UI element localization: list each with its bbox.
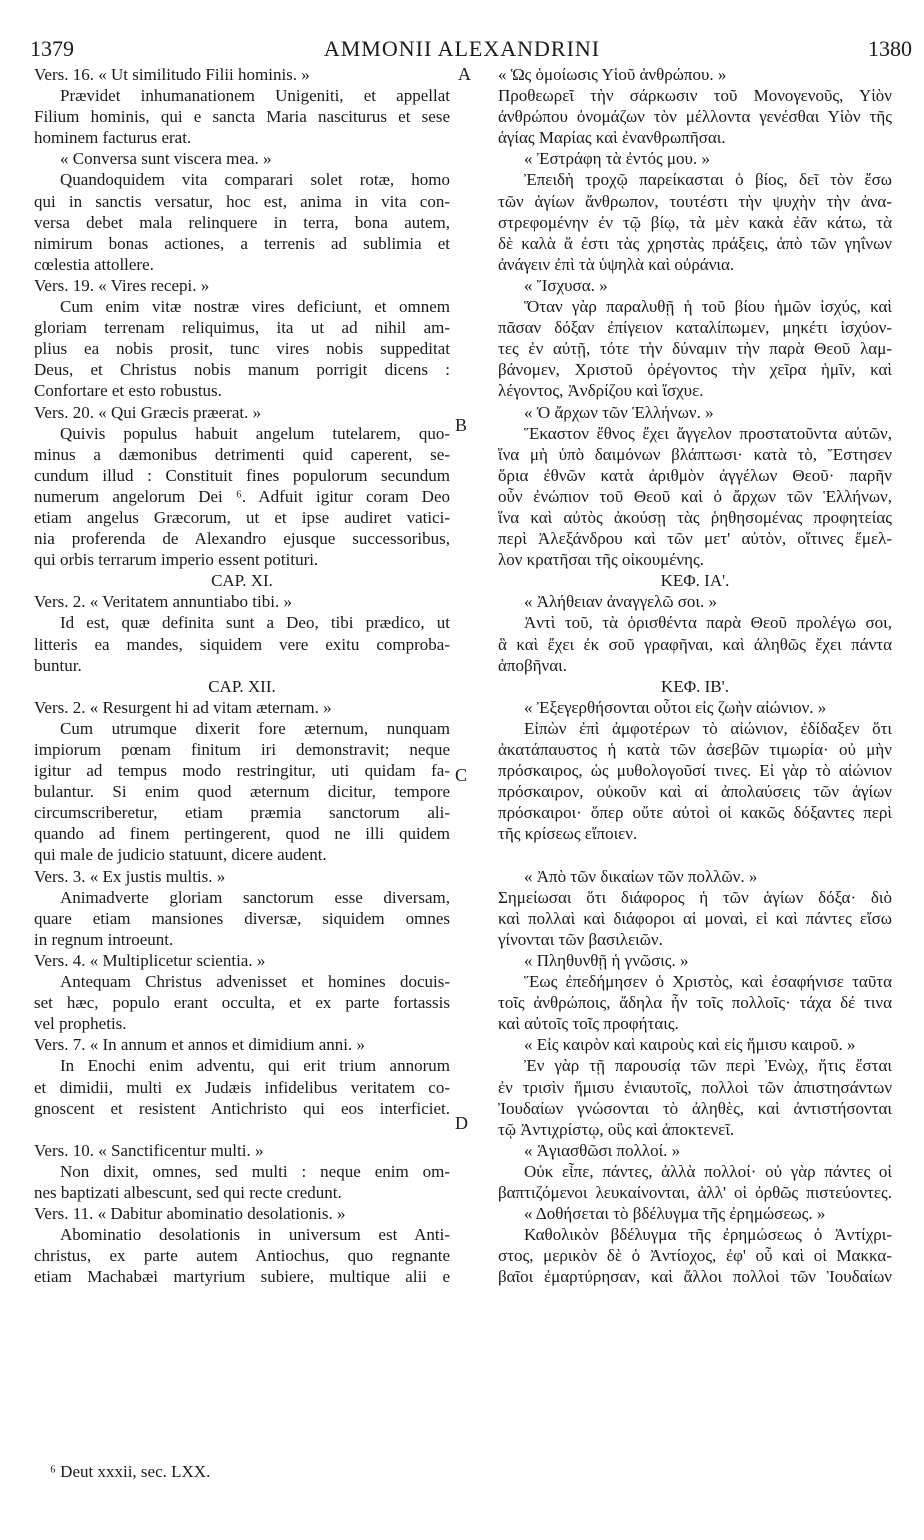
latin-text-line: « Conversa sunt viscera mea. » <box>60 149 272 169</box>
latin-column <box>34 64 450 1287</box>
greek-text-line: ἁγίας Μαρίας καὶ ἐνανθρωπῆσαι. <box>498 128 726 148</box>
latin-text-line: gnoscent et resistent Antichristo qui eos interficiet. <box>34 1098 450 1118</box>
latin-text-line: nimirum bonas actiones, a terrenis ad sublimia et <box>34 233 450 253</box>
latin-text-line: in regnum introeunt. <box>34 929 174 949</box>
greek-text-line: « Ὁ ἄρχων τῶν Ἑλλήνων. » <box>524 402 714 422</box>
greek-text-line: οὖν ἐνώπιον τοῦ Θεοῦ καὶ ὁ ἄρχων τῶν Ἑλλήνων, <box>498 486 892 506</box>
latin-text-line: cundum illud : Constituit fines populorum secundum <box>34 465 450 485</box>
latin-text-line: gloriam terrenam reliquimus, ita ut ad nihil am- <box>34 318 450 338</box>
margin-marker-d: D <box>455 1113 468 1133</box>
latin-text-line: Vers. 10. « Sanctificentur multi. » <box>34 1140 264 1160</box>
latin-text-line: Cum enim vitæ nostræ vires deficiunt, et omnem <box>60 297 450 317</box>
greek-text-line: πρόσκαιροι· ὅπερ οὔτε αὐτοὶ οἱ κακῶς δόξαντες περὶ <box>498 803 892 823</box>
greek-text-line: Καθολικὸν βδέλυγμα τῆς ἐρημώσεως ὁ Ἀντίχρι- <box>524 1225 892 1245</box>
greek-text-line: ΚΕΦ. ΙΒ'. <box>661 676 729 696</box>
latin-text-line: Id est, quæ definita sunt a Deo, tibi prædico, ut <box>60 613 450 633</box>
latin-text-line: Vers. 7. « In annum et annos et dimidium anni. » <box>34 1035 365 1055</box>
latin-text-line: Vers. 20. « Qui Græcis præerat. » <box>34 402 262 422</box>
greek-text-line: τοῖς ἀνθρώποις, ἄδηλα ἦν τοῖς πολλοῖς· τάχα δέ τινα <box>498 993 892 1013</box>
greek-text-line: τῆς κρίσεως εἴποιεν. <box>498 824 638 844</box>
greek-text-line: ΚΕΦ. ΙΑ'. <box>660 571 730 591</box>
greek-text-line: βαῖοι ἐμαρτύρησαν, καὶ ἄλλοι πολλοὶ τῶν Ἰουδαίων <box>498 1267 892 1287</box>
latin-text-line: Vers. 19. « Vires recepi. » <box>34 275 210 295</box>
page-number-right: 1380 <box>868 36 912 61</box>
greek-text-line: « Ἐξεγερθήσονται οὗτοι εἰς ζωὴν αἰώνιον. » <box>524 697 827 717</box>
latin-text-line: circumscriberetur, etiam præmia sanctorum ali- <box>34 803 450 823</box>
page-header <box>0 0 924 60</box>
greek-text-line: ἀποβῆναι. <box>498 655 567 675</box>
greek-text-line: γίνονται τῶν βασιλειῶν. <box>498 929 663 949</box>
page-number-left: 1379 <box>30 36 74 61</box>
greek-text-line: στος, μερικὸν δὲ ὁ Ἀντίοχος, ἐφ' οὗ καὶ οἱ Μακκα- <box>498 1246 892 1266</box>
latin-text-line: litteris ea mandes, siquidem vere exitu comproba- <box>34 634 450 654</box>
latin-text-line: quare etiam mansiones diversæ, siquidem omnes <box>34 908 450 928</box>
running-title: AMMONII ALEXANDRINI <box>323 36 601 61</box>
greek-text-line: τες ἐν αὐτῇ, τότε τὴν δύναμιν τὴν παρὰ Θεοῦ λαμ- <box>498 339 892 359</box>
latin-text-line: Vers. 3. « Ex justis multis. » <box>34 866 226 886</box>
latin-text-line: qui male de judicio statuunt, dicere audent. <box>34 845 327 865</box>
latin-text-line: Quivis populus habuit angelum tutelarem, quo- <box>60 423 450 443</box>
greek-text-line: ἐν τρισὶν ἥμισυ ἐνιαυτοῖς, πολλοὶ τῶν ἀπιστησάντων <box>498 1077 892 1097</box>
greek-text-line: Ὅταν γὰρ παραλυθῇ ἡ τοῦ βίου ἡμῶν ἰσχύς, καὶ <box>524 297 892 317</box>
latin-text-line: Vers. 16. « Ut similitudo Filii hominis. » <box>34 65 310 84</box>
latin-text-line: igitur ad tempus modo restringitur, uti quidam fa- <box>34 761 450 781</box>
margin-marker-b: B <box>455 415 468 435</box>
latin-text-line: Prævidet inhumanationem Unigeniti, et appellat <box>60 86 450 106</box>
greek-text-line: « Ἐστράφη τὰ ἐντός μου. » <box>524 149 710 169</box>
greek-text-line: καὶ πολλαὶ καὶ διάφοροι αἱ μοναὶ, εἰ καὶ πάντες εἴσω <box>498 908 892 928</box>
latin-text-line: plius ea nobis prosit, tunc vires nobis suppeditat <box>34 339 450 359</box>
latin-text-line <box>34 1119 450 1140</box>
latin-text-line: vel prophetis. <box>34 1014 127 1034</box>
greek-text-line: δὲ καλὰ ἅ ἐστι τὰς χρηστὰς πράξεις, ἀπὸ τῶν γηΐνων <box>498 233 892 253</box>
latin-text-line: qui orbis terrarum imperio essent potituri. <box>34 550 319 570</box>
greek-text-line: Προθεωρεῖ τὴν σάρκωσιν τοῦ Μονογενοῦς, Υἱὸν <box>498 86 892 106</box>
latin-text-line: Vers. 11. « Dabitur abominatio desolationis. » <box>34 1204 346 1224</box>
latin-text-line: qui in sanctis versatur, hoc est, anima in vita con- <box>34 191 450 211</box>
latin-text-line: numerum angelorum Dei ⁶. Adfuit igitur coram Deo <box>34 486 450 506</box>
latin-text-line: Non dixit, omnes, sed multi : neque enim om- <box>60 1161 450 1181</box>
latin-text-line: Vers. 2. « Resurgent hi ad vitam æternam. » <box>34 697 332 717</box>
latin-text-line: Antequam Christus advenisset et homines docuis- <box>60 972 450 992</box>
greek-text-line: « Εἰς καιρὸν καὶ καιροὺς καὶ εἰς ἥμισυ καιροῦ. » <box>524 1035 856 1055</box>
greek-text-line: λέγοντος, Ἀνδρίζου καὶ ἴσχυε. <box>498 381 704 401</box>
latin-text-line: set hæc, populo erant occulta, et ex parte fortassis <box>34 993 450 1013</box>
greek-text-line: περὶ Ἀλεξάνδρου καὶ τῶν μετ' αὐτὸν, οἵτινες ἔμελ- <box>498 529 892 549</box>
greek-text-line: Σημείωσαι ὅτι διάφορος ἡ τῶν ἁγίων δόξα· διὸ <box>498 887 892 907</box>
latin-text-line: minus a dæmonibus detrimenti quid caperent, se- <box>34 444 450 464</box>
latin-text-line: nes baptizati albescunt, sed qui recte credunt. <box>34 1182 342 1202</box>
latin-text-line: Vers. 4. « Multiplicetur scientia. » <box>34 950 266 970</box>
greek-text-line: ἵνα καὶ αὐτὸς ἀκούσῃ τὰς ῥηθησομένας προφητείας <box>498 507 892 527</box>
greek-text-line: Ἐν γὰρ τῇ παρουσίᾳ τῶν περὶ Ἐνὼχ, ἥτις ἔσται <box>524 1056 892 1076</box>
latin-text-line: versa debet mala relinquere in terra, bona autem, <box>34 212 450 232</box>
latin-text-line: et dimidii, multi ex Judæis infidelibus veritatem co- <box>34 1077 450 1097</box>
latin-text-line: Vers. 2. « Veritatem annuntiabo tibi. » <box>34 592 292 612</box>
greek-text-line: λον κρατῆσαι τῆς οἰκουμένης. <box>498 550 704 570</box>
latin-text-line: christus, ex parte autem Antiochus, quo regnante <box>34 1246 450 1266</box>
greek-text-line: πᾶσαν δόξαν ἐπίγειον καταλίπωμεν, μηκέτι ἰσχύον- <box>498 318 892 338</box>
greek-text-line: « Ἀλήθειαν ἀναγγελῶ σοι. » <box>524 592 718 612</box>
latin-text-line: CAP. XII. <box>208 676 276 696</box>
latin-text-line: CAP. XI. <box>211 571 273 591</box>
latin-text-line: bulantur. Si enim quod æternum dicitur, tempore <box>34 782 450 802</box>
greek-text-line: Ἀντὶ τοῦ, τὰ ὁρισθέντα παρὰ Θεοῦ προλέγω σοι, <box>524 613 892 633</box>
greek-text-line: στρεφομένην ἐν τῷ βίῳ, τὰ μὲν κακὰ ἐᾶν κάτω, τὰ <box>498 212 892 232</box>
greek-text-line: Ἕως ἐπεδήμησεν ὁ Χριστὸς, καὶ ἐσαφήνισε ταῦτα <box>524 972 892 992</box>
margin-marker-a: A <box>458 64 471 84</box>
greek-text-line: τῷ Ἀντιχρίστῳ, οὓς καὶ ἀποκτενεῖ. <box>498 1119 735 1139</box>
latin-text-line: Deus, et Christus nobis manum porrigit dicens : <box>34 360 450 380</box>
latin-text-line: nia proferenda de Alexandro ejusque successoribus, <box>34 529 450 549</box>
latin-text-line: Confortare et esto robustus. <box>34 381 222 401</box>
greek-text-line: πρόσκαιρον, οὐκοῦν καὶ αἱ ἀπολαύσεις τῶν ἁγίων <box>498 782 892 802</box>
latin-text-line: impiorum pœnam finitum iri demonstravit; neque <box>34 740 450 759</box>
greek-text-line: πρόσκαιρος, ὡς μυθολογοῦσί τινες. Εἰ γὰρ τὸ αἰώνιον <box>498 761 892 781</box>
greek-text-line: Εἰπὼν ἐπὶ ἀμφοτέρων τὸ αἰώνιον, ἐδίδαξεν ὅτι <box>524 718 892 738</box>
greek-text-line: Ἰουδαίων γνώσονται τὸ ἀληθὲς, καὶ ἀντιστήσονται <box>498 1098 892 1118</box>
greek-text-line: ἀκατάπαυστος ἡ κατὰ τῶν ἀσεβῶν τιμωρία· οὐ μὴν <box>498 740 892 759</box>
greek-text-line: Οὐκ εἶπε, πάντες, ἀλλὰ πολλοί· οὐ γὰρ πάντες οἱ <box>524 1161 892 1181</box>
greek-text-line: Ἕκαστον ἔθνος ἔχει ἄγγελον προστατοῦντα αὐτῶν, <box>524 423 892 443</box>
greek-text-line: « Ὡς ὁμοίωσις Υἱοῦ ἀνθρώπου. » <box>498 65 727 84</box>
greek-text-line: « Ἁγιασθῶσι πολλοί. » <box>524 1140 681 1160</box>
greek-text-line: « Ἀπὸ τῶν δικαίων τῶν πολλῶν. » <box>524 866 758 886</box>
latin-text-line: Animadverte gloriam sanctorum esse diversam, <box>60 887 450 907</box>
greek-text-line: βάνομεν, Χριστοῦ ὀρέγοντος τὴν χεῖρα ἡμῖν, καὶ <box>498 360 892 380</box>
latin-text-line: In Enochi enim adventu, qui erit trium annorum <box>60 1056 450 1076</box>
greek-text-line: τῶν ἁγίων ἄνθρωπον, τουτέστι τὴν ψυχὴν τὴν ἀνα- <box>498 191 892 211</box>
greek-column <box>498 64 892 1287</box>
latin-text-line: cœlestia attollere. <box>34 254 154 274</box>
footnote: ⁶ Deut xxxii, sec. LXX. <box>50 1462 211 1481</box>
greek-text-line: « Δοθήσεται τὸ βδέλυγμα τῆς ἐρημώσεως. » <box>524 1204 826 1224</box>
greek-text-line: ὅρια ἐθνῶν κατὰ ἀριθμὸν ἀγγέλων Θεοῦ· παρῆν <box>498 465 892 485</box>
latin-text-line: etiam Machabæi martyrium subiere, multique alii e <box>34 1267 450 1287</box>
greek-text-line: βαπτιζόμενοι λευκαίνονται, ἀλλ' οἱ ὀρθῶς πιστεύοντες. <box>498 1182 892 1202</box>
greek-text-line: καὶ αὐτοῖς τοῖς προφήταις. <box>498 1014 679 1034</box>
latin-text-line: Quandoquidem vita comparari solet rotæ, homo <box>60 170 450 190</box>
greek-text-line: ἵνα μὴ ὑπὸ δαιμόνων βλάπτωσι· κατὰ τὸ, Ἔστησεν <box>498 444 892 464</box>
margin-marker-c: C <box>455 765 468 785</box>
latin-text-line: Cum utrumque dixerit fore æternum, nunquam <box>60 718 450 738</box>
greek-text-line: ἀνθρώπου ὀνομάζων τὸν μέλλοντα γενέσθαι Υἱὸν τῆς <box>498 107 892 127</box>
greek-text-line <box>498 844 892 865</box>
latin-text-line: quando ad finem pertingerent, quod ne illi quidem <box>34 824 450 844</box>
greek-text-line: « Πληθυνθῇ ἡ γνῶσις. » <box>524 950 689 970</box>
greek-text-line: « Ἴσχυσα. » <box>524 275 608 295</box>
greek-text-line: ἀνάγειν ἐπὶ τὰ ὑψηλὰ καὶ οὐράνια. <box>498 254 735 274</box>
latin-text-line: hominem facturus erat. <box>34 128 192 148</box>
greek-text-line: Ἐπειδὴ τροχῷ παρείκασται ὁ βίος, δεῖ τὸν ἔσω <box>524 170 892 190</box>
latin-text-line: buntur. <box>34 655 82 675</box>
latin-text-line: Filium hominis, qui e sancta Maria nasciturus et sese <box>34 107 450 127</box>
latin-text-line: etiam angelus Græcorum, ut et ipse audiret vatici- <box>34 507 450 527</box>
latin-text-line: Abominatio desolationis in universum est Anti- <box>60 1225 450 1245</box>
greek-text-line: ἃ καὶ ἔχει ἐκ σοῦ γραφῆναι, καὶ ἀληθῶς ἔχει πάντα <box>498 634 892 654</box>
